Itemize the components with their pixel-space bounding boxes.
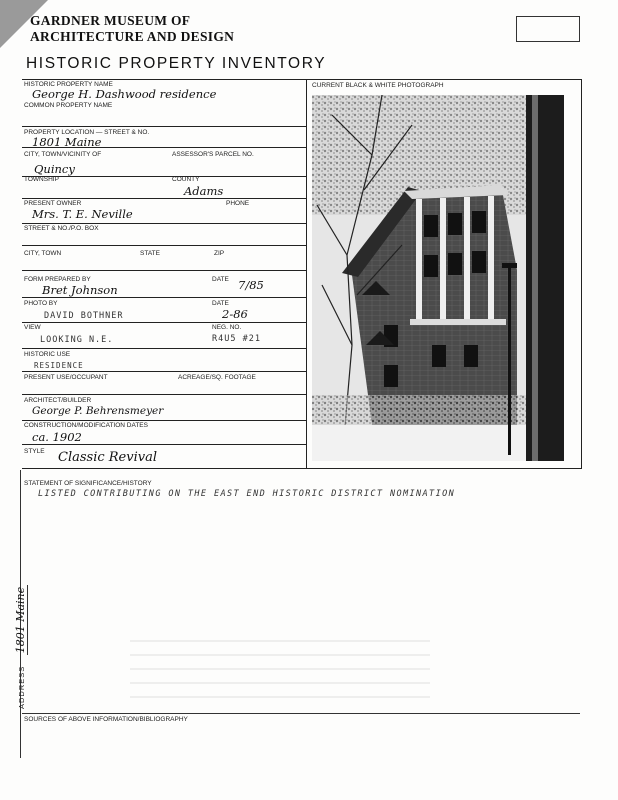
view-label: VIEW bbox=[24, 324, 41, 331]
sources-divider bbox=[22, 713, 580, 714]
form-title: HISTORIC PROPERTY INVENTORY bbox=[26, 55, 327, 72]
parcel-label: ASSESSOR'S PARCEL NO. bbox=[172, 151, 254, 158]
field-divider bbox=[22, 297, 306, 298]
sources-label: SOURCES OF ABOVE INFORMATION/BIBLIOGRAPHY bbox=[24, 716, 188, 723]
photo-date-label: DATE bbox=[212, 300, 229, 307]
field-divider bbox=[22, 322, 306, 323]
form-date-label: DATE bbox=[212, 276, 229, 283]
street-po-label: STREET & NO./P.O. BOX bbox=[24, 225, 99, 232]
field-divider bbox=[22, 444, 306, 445]
photo-date-value[interactable]: 2-86 bbox=[222, 307, 248, 321]
construction-label: CONSTRUCTION/MODIFICATION DATES bbox=[24, 422, 148, 429]
address-label: ADDRESS bbox=[17, 665, 26, 709]
present-use-label: PRESENT USE/OCCUPANT bbox=[24, 374, 108, 381]
historic-use-label: HISTORIC USE bbox=[24, 351, 71, 358]
common-name-label: COMMON PROPERTY NAME bbox=[24, 102, 113, 109]
owner-value[interactable]: Mrs. T. E. Neville bbox=[32, 207, 133, 221]
photo-by-label: PHOTO BY bbox=[24, 300, 58, 307]
owner-label: PRESENT OWNER bbox=[24, 200, 82, 207]
style-label: STYLE bbox=[24, 448, 45, 455]
city-town-label: CITY, TOWN bbox=[24, 250, 62, 257]
address-value[interactable]: 1801 Maine bbox=[14, 586, 27, 654]
township-label: TOWNSHIP bbox=[24, 176, 59, 183]
state-label: STATE bbox=[140, 250, 160, 257]
city-vicinity-label: CITY, TOWN/VICINITY OF bbox=[24, 151, 102, 158]
location-label: PROPERTY LOCATION — STREET & NO. bbox=[24, 129, 150, 136]
field-divider bbox=[22, 245, 306, 246]
form-date-value[interactable]: 7/85 bbox=[238, 278, 264, 292]
file-number-box bbox=[516, 16, 580, 42]
phone-label: PHONE bbox=[226, 200, 250, 207]
prepared-by-value[interactable]: Bret Johnson bbox=[42, 283, 118, 297]
bleed-through-marks bbox=[130, 640, 430, 710]
field-divider bbox=[22, 176, 306, 177]
acreage-label: ACREAGE/SQ. FOOTAGE bbox=[178, 374, 256, 381]
historic-name-value[interactable]: George H. Dashwood residence bbox=[32, 87, 217, 101]
location-value[interactable]: 1801 Maine bbox=[32, 135, 102, 149]
photo-by-value[interactable]: DAVID BOTHNER bbox=[44, 311, 124, 321]
county-value[interactable]: Adams bbox=[184, 184, 224, 198]
county-label: COUNTY bbox=[172, 176, 200, 183]
field-divider bbox=[22, 394, 306, 395]
zip-label: ZIP bbox=[214, 250, 225, 257]
architect-label: ARCHITECT/BUILDER bbox=[24, 397, 92, 404]
museum-name-line1: GARDNER MUSEUM OF bbox=[30, 13, 191, 28]
museum-heading bbox=[30, 13, 234, 45]
historic-use-value[interactable]: RESIDENCE bbox=[34, 361, 84, 370]
field-divider bbox=[22, 348, 306, 349]
field-divider bbox=[22, 198, 306, 199]
architect-value[interactable]: George P. Behrensmeyer bbox=[32, 405, 164, 417]
significance-label: STATEMENT OF SIGNIFICANCE/HISTORY bbox=[24, 480, 152, 487]
house-photograph bbox=[312, 95, 564, 461]
neg-no-label: NEG. NO. bbox=[212, 324, 242, 331]
photo-label: CURRENT BLACK & WHITE PHOTOGRAPH bbox=[312, 82, 444, 89]
view-value[interactable]: LOOKING N.E. bbox=[40, 335, 114, 345]
city-vicinity-value[interactable]: Quincy bbox=[34, 162, 75, 176]
museum-name-line2: ARCHITECTURE AND DESIGN bbox=[30, 29, 235, 44]
address-field bbox=[11, 586, 29, 709]
field-divider bbox=[22, 126, 306, 127]
field-divider bbox=[22, 270, 306, 271]
field-divider bbox=[22, 420, 306, 421]
prepared-by-label: FORM PREPARED BY bbox=[24, 276, 91, 283]
style-value[interactable]: Classic Revival bbox=[58, 450, 158, 465]
significance-value[interactable]: LISTED CONTRIBUTING ON THE EAST END HISTORIC DISTRICT NOMINATION bbox=[38, 489, 456, 499]
neg-no-value[interactable]: R4U5 #21 bbox=[212, 334, 261, 344]
field-divider bbox=[22, 223, 306, 224]
construction-value[interactable]: ca. 1902 bbox=[32, 430, 82, 444]
historic-name-label: HISTORIC PROPERTY NAME bbox=[24, 81, 113, 88]
